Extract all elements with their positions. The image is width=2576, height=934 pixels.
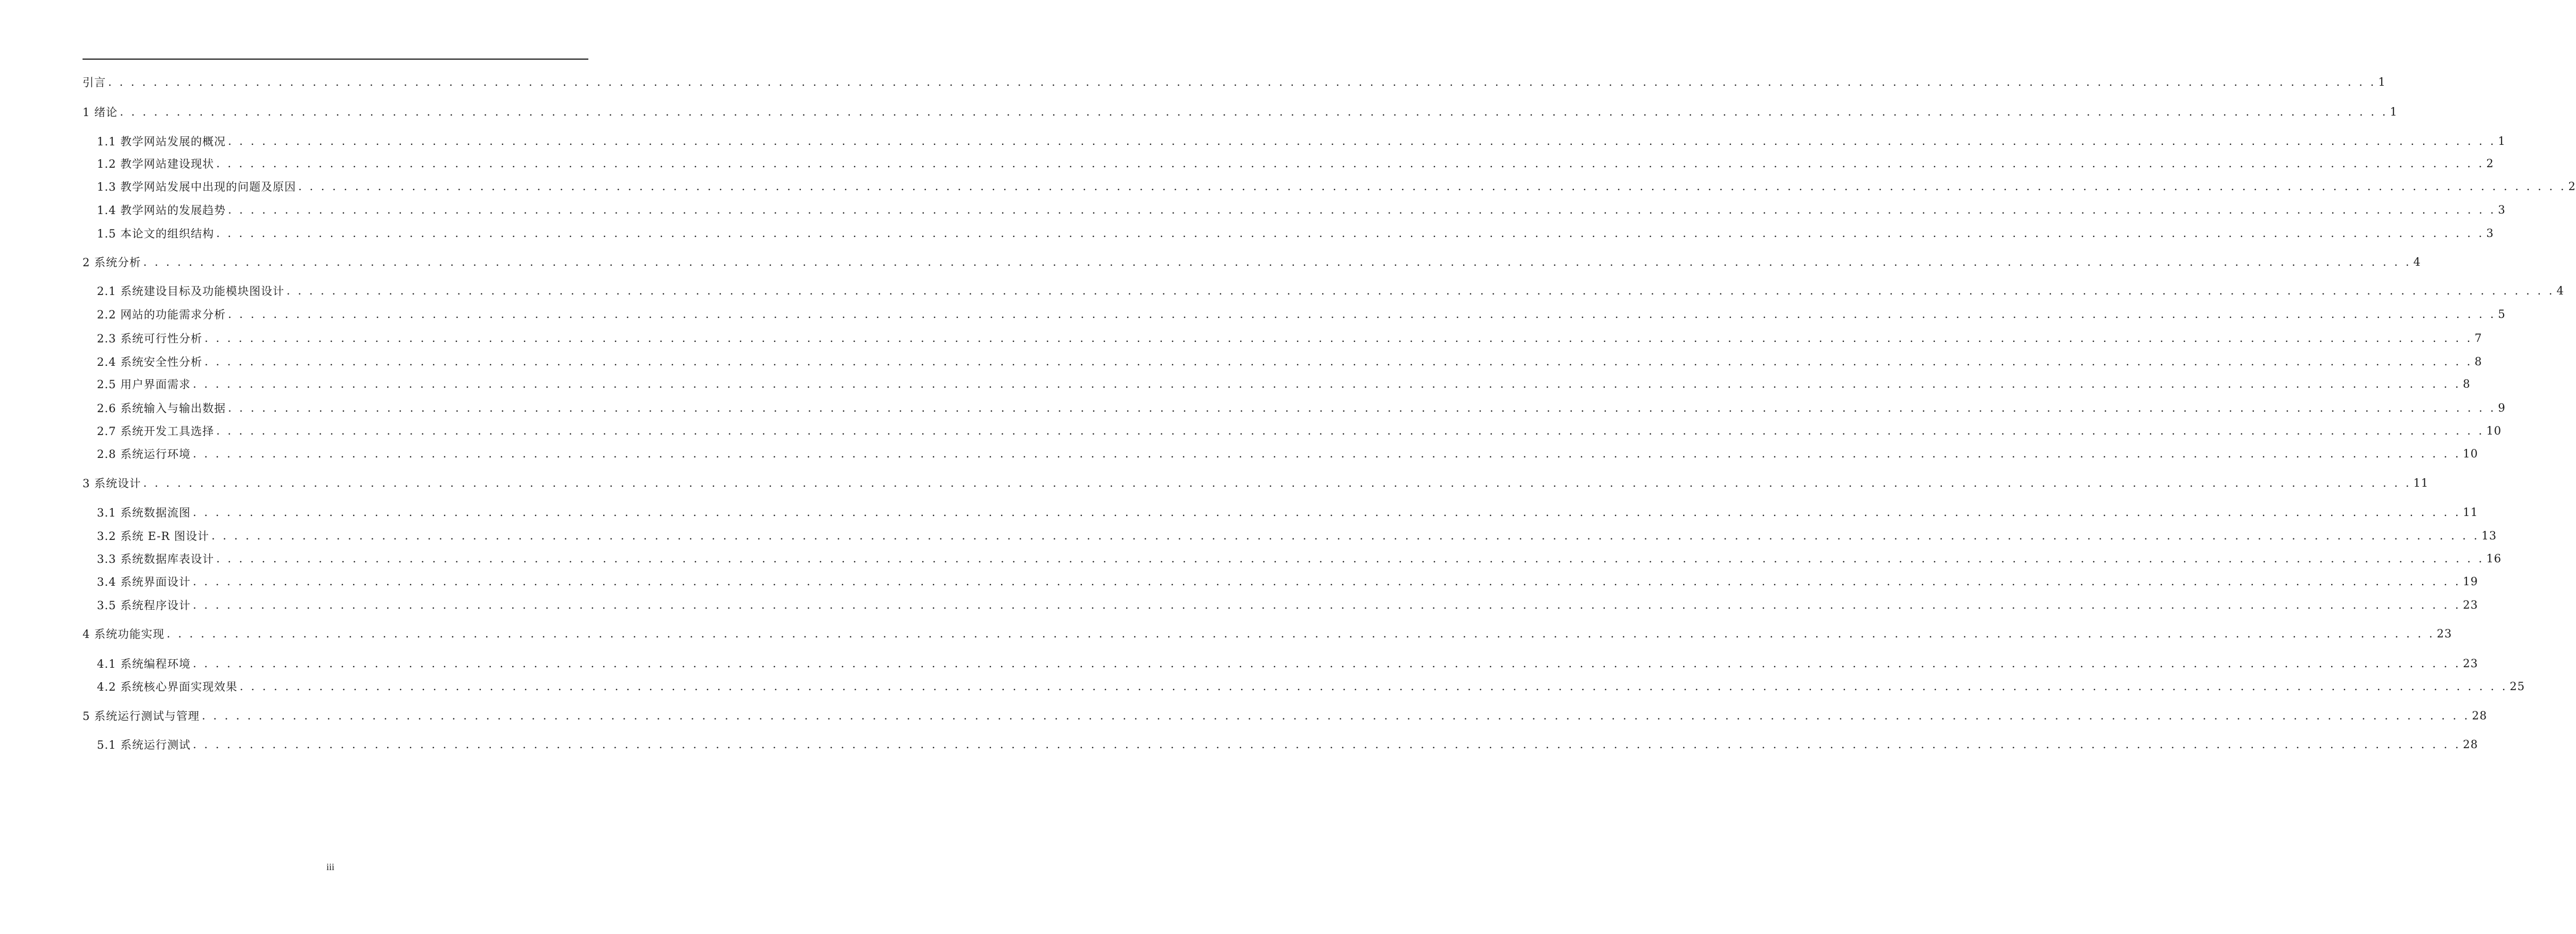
toc-entry-page: 10 xyxy=(2486,424,2502,437)
dot-leader: . . . . . . . . . . . . . . . . . . . . . . . . . . . . . . . . . . . . . . . . . . . . . . . . . . . . . . . . . . . . . . . . . . . . . . . . . . . . . . . . . . . . . . . . . . . . . . . . . . . . . . . . . . . . . . . . . . . . . . . . . . . . . . . . . . . . . . . . . . . . . . . . . . . . . . . . . . . . . . . . . . . . . . . . . . . . . . . . . . . . . . . . . . . . . . . . . . . . . . . . xyxy=(193,657,2461,670)
toc-entry-title: 2.6 系统输入与输出数据 xyxy=(97,402,226,415)
toc-entry[interactable] xyxy=(83,572,2479,591)
toc-entry-page: 8 xyxy=(2474,355,2482,368)
toc-entry-title: 5.1 系统运行测试 xyxy=(97,739,191,751)
toc-entry-title: 2.5 用户界面需求 xyxy=(97,378,191,391)
toc-entry-page: 11 xyxy=(2463,506,2479,519)
toc-entry-title: 2.4 系统安全性分析 xyxy=(97,356,203,368)
toc-entry[interactable] xyxy=(83,625,2452,643)
toc-entry[interactable] xyxy=(83,596,2479,614)
toc-entry-page: 2 xyxy=(2568,180,2576,193)
toc-entry-page: 16 xyxy=(2486,552,2502,565)
toc-entry[interactable] xyxy=(83,154,2494,173)
toc-entry-page: 7 xyxy=(2474,332,2482,345)
toc-entry-page: 23 xyxy=(2463,657,2479,670)
toc-entry[interactable] xyxy=(83,305,2506,323)
toc-entry-page: 28 xyxy=(2472,709,2488,722)
toc-entry-page: 1 xyxy=(2498,135,2506,148)
toc-entry[interactable] xyxy=(83,707,2488,725)
toc-entry[interactable] xyxy=(83,103,2398,121)
page-number: iii xyxy=(326,862,334,872)
toc-entry[interactable] xyxy=(83,503,2479,521)
toc-entry-title: 4.2 系统核心界面实现效果 xyxy=(97,681,238,693)
toc-entry-title: 2 系统分析 xyxy=(83,256,142,269)
toc-entry-page: 1 xyxy=(2390,105,2398,118)
toc-entry[interactable] xyxy=(83,735,2479,753)
toc-entry-page: 8 xyxy=(2463,378,2471,390)
dot-leader: . . . . . . . . . . . . . . . . . . . . . . . . . . . . . . . . . . . . . . . . . . . . . . . . . . . . . . . . . . . . . . . . . . . . . . . . . . . . . . . . . . . . . . . . . . . . . . . . . . . . . . . . . . . . . . . . . . . . . . . . . . . . . . . . . . . . . . . . . . . . . . . . . . . . . . . . . . . . . . . . . . . . . . . . . . . . . . . . . . . . . . . . . . . . . . . . . . . . . . . . xyxy=(216,157,2484,170)
toc-entry-page: 4 xyxy=(2556,284,2564,297)
toc-entry[interactable] xyxy=(83,474,2429,492)
toc-entry-title: 1.3 教学网站发展中出现的问题及原因 xyxy=(97,181,297,193)
dot-leader: . . . . . . . . . . . . . . . . . . . . . . . . . . . . . . . . . . . . . . . . . . . . . . . . . . . . . . . . . . . . . . . . . . . . . . . . . . . . . . . . . . . . . . . . . . . . . . . . . . . . . . . . . . . . . . . . . . . . . . . . . . . . . . . . . . . . . . . . . . . . . . . . . . . . . . . . . . . . . . . . . . . . . . . . . . . . . . . . . . . . . . . . . . . . . . . . . . . . . . . . xyxy=(298,180,2566,193)
dot-leader: . . . . . . . . . . . . . . . . . . . . . . . . . . . . . . . . . . . . . . . . . . . . . . . . . . . . . . . . . . . . . . . . . . . . . . . . . . . . . . . . . . . . . . . . . . . . . . . . . . . . . . . . . . . . . . . . . . . . . . . . . . . . . . . . . . . . . . . . . . . . . . . . . . . . . . . . . . . . . . . . . . . . . . . . . . . . . . . . . . . . . . . . . . . . . . . . . . . . . . . . xyxy=(108,76,2376,88)
toc-entry[interactable] xyxy=(83,399,2506,417)
toc-entry-page: 11 xyxy=(2413,477,2429,489)
dot-leader: . . . . . . . . . . . . . . . . . . . . . . . . . . . . . . . . . . . . . . . . . . . . . . . . . . . . . . . . . . . . . . . . . . . . . . . . . . . . . . . . . . . . . . . . . . . . . . . . . . . . . . . . . . . . . . . . . . . . . . . . . . . . . . . . . . . . . . . . . . . . . . . . . . . . . . . . . . . . . . . . . . . . . . . . . . . . . . . . . . . . . . . . . . . . . . . . . . . . . . . . xyxy=(167,627,2435,640)
toc-entry-title: 3.1 系统数据流图 xyxy=(97,506,191,519)
toc-entry-title: 2.7 系统开发工具选择 xyxy=(97,425,215,438)
toc-entry-page: 13 xyxy=(2481,529,2497,542)
toc-entry[interactable] xyxy=(83,329,2482,347)
dot-leader: . . . . . . . . . . . . . . . . . . . . . . . . . . . . . . . . . . . . . . . . . . . . . . . . . . . . . . . . . . . . . . . . . . . . . . . . . . . . . . . . . . . . . . . . . . . . . . . . . . . . . . . . . . . . . . . . . . . . . . . . . . . . . . . . . . . . . . . . . . . . . . . . . . . . . . . . . . . . . . . . . . . . . . . . . . . . . . . . . . . . . . . . . . . . . . . . . . . . . . . . xyxy=(143,477,2411,489)
toc-entry-page: 2 xyxy=(2486,157,2494,170)
toc-entry[interactable] xyxy=(83,201,2506,219)
toc-entry-page: 10 xyxy=(2463,447,2479,460)
dot-leader: . . . . . . . . . . . . . . . . . . . . . . . . . . . . . . . . . . . . . . . . . . . . . . . . . . . . . . . . . . . . . . . . . . . . . . . . . . . . . . . . . . . . . . . . . . . . . . . . . . . . . . . . . . . . . . . . . . . . . . . . . . . . . . . . . . . . . . . . . . . . . . . . . . . . . . . . . . . . . . . . . . . . . . . . . . . . . . . . . . . . . . . . . . . . . . . . . . . . . . . . xyxy=(193,599,2461,611)
toc-entry[interactable] xyxy=(83,282,2564,300)
toc-entry-title: 2.3 系统可行性分析 xyxy=(97,332,203,345)
dot-leader: . . . . . . . . . . . . . . . . . . . . . . . . . . . . . . . . . . . . . . . . . . . . . . . . . . . . . . . . . . . . . . . . . . . . . . . . . . . . . . . . . . . . . . . . . . . . . . . . . . . . . . . . . . . . . . . . . . . . . . . . . . . . . . . . . . . . . . . . . . . . . . . . . . . . . . . . . . . . . . . . . . . . . . . . . . . . . . . . . . . . . . . . . . . . . . . . . . . . . . . . xyxy=(228,135,2496,148)
toc-entry-title: 1.1 教学网站发展的概况 xyxy=(97,135,226,148)
toc-entry-title: 引言 xyxy=(83,76,106,89)
toc-entry-page: 23 xyxy=(2436,627,2452,640)
toc-entry-page: 19 xyxy=(2463,575,2479,588)
toc-entry-title: 2.8 系统运行环境 xyxy=(97,448,191,461)
toc-entry-title: 3.3 系统数据库表设计 xyxy=(97,553,215,566)
toc-entry[interactable] xyxy=(83,224,2494,242)
dot-leader: . . . . . . . . . . . . . . . . . . . . . . . . . . . . . . . . . . . . . . . . . . . . . . . . . . . . . . . . . . . . . . . . . . . . . . . . . . . . . . . . . . . . . . . . . . . . . . . . . . . . . . . . . . . . . . . . . . . . . . . . . . . . . . . . . . . . . . . . . . . . . . . . . . . . . . . . . . . . . . . . . . . . . . . . . . . . . . . . . . . . . . . . . . . . . . . . . . . . . . . . xyxy=(193,738,2461,751)
dot-leader: . . . . . . . . . . . . . . . . . . . . . . . . . . . . . . . . . . . . . . . . . . . . . . . . . . . . . . . . . . . . . . . . . . . . . . . . . . . . . . . . . . . . . . . . . . . . . . . . . . . . . . . . . . . . . . . . . . . . . . . . . . . . . . . . . . . . . . . . . . . . . . . . . . . . . . . . . . . . . . . . . . . . . . . . . . . . . . . . . . . . . . . . . . . . . . . . . . . . . . . . xyxy=(193,447,2461,460)
toc-entry-title: 4 系统功能实现 xyxy=(83,628,165,641)
dot-leader: . . . . . . . . . . . . . . . . . . . . . . . . . . . . . . . . . . . . . . . . . . . . . . . . . . . . . . . . . . . . . . . . . . . . . . . . . . . . . . . . . . . . . . . . . . . . . . . . . . . . . . . . . . . . . . . . . . . . . . . . . . . . . . . . . . . . . . . . . . . . . . . . . . . . . . . . . . . . . . . . . . . . . . . . . . . . . . . . . . . . . . . . . . . . . . . . . . . . . . . . xyxy=(228,402,2496,414)
dot-leader: . . . . . . . . . . . . . . . . . . . . . . . . . . . . . . . . . . . . . . . . . . . . . . . . . . . . . . . . . . . . . . . . . . . . . . . . . . . . . . . . . . . . . . . . . . . . . . . . . . . . . . . . . . . . . . . . . . . . . . . . . . . . . . . . . . . . . . . . . . . . . . . . . . . . . . . . . . . . . . . . . . . . . . . . . . . . . . . . . . . . . . . . . . . . . . . . . . . . . . . . xyxy=(193,378,2461,390)
toc-entry[interactable] xyxy=(83,550,2502,568)
dot-leader: . . . . . . . . . . . . . . . . . . . . . . . . . . . . . . . . . . . . . . . . . . . . . . . . . . . . . . . . . . . . . . . . . . . . . . . . . . . . . . . . . . . . . . . . . . . . . . . . . . . . . . . . . . . . . . . . . . . . . . . . . . . . . . . . . . . . . . . . . . . . . . . . . . . . . . . . . . . . . . . . . . . . . . . . . . . . . . . . . . . . . . . . . . . . . . . . . . . . . . . . xyxy=(286,284,2555,297)
toc-entry-title: 3.4 系统界面设计 xyxy=(97,576,191,588)
dot-leader: . . . . . . . . . . . . . . . . . . . . . . . . . . . . . . . . . . . . . . . . . . . . . . . . . . . . . . . . . . . . . . . . . . . . . . . . . . . . . . . . . . . . . . . . . . . . . . . . . . . . . . . . . . . . . . . . . . . . . . . . . . . . . . . . . . . . . . . . . . . . . . . . . . . . . . . . . . . . . . . . . . . . . . . . . . . . . . . . . . . . . . . . . . . . . . . . . . . . . . . . xyxy=(202,709,2470,722)
toc-entry-title: 1 绪论 xyxy=(83,106,118,119)
toc-entry-page: 3 xyxy=(2486,227,2494,240)
toc-entry-title: 1.5 本论文的组织结构 xyxy=(97,227,215,240)
toc-entry[interactable] xyxy=(83,375,2471,393)
dot-leader: . . . . . . . . . . . . . . . . . . . . . . . . . . . . . . . . . . . . . . . . . . . . . . . . . . . . . . . . . . . . . . . . . . . . . . . . . . . . . . . . . . . . . . . . . . . . . . . . . . . . . . . . . . . . . . . . . . . . . . . . . . . . . . . . . . . . . . . . . . . . . . . . . . . . . . . . . . . . . . . . . . . . . . . . . . . . . . . . . . . . . . . . . . . . . . . . . . . . . . . . xyxy=(193,506,2461,519)
toc-entry-page: 28 xyxy=(2463,738,2479,751)
toc-entry-title: 5 系统运行测试与管理 xyxy=(83,710,200,723)
toc-entry-page: 4 xyxy=(2413,256,2421,268)
toc-entry-page: 9 xyxy=(2498,402,2506,414)
dot-leader: . . . . . . . . . . . . . . . . . . . . . . . . . . . . . . . . . . . . . . . . . . . . . . . . . . . . . . . . . . . . . . . . . . . . . . . . . . . . . . . . . . . . . . . . . . . . . . . . . . . . . . . . . . . . . . . . . . . . . . . . . . . . . . . . . . . . . . . . . . . . . . . . . . . . . . . . . . . . . . . . . . . . . . . . . . . . . . . . . . . . . . . . . . . . . . . . . . . . . . . . xyxy=(240,680,2508,693)
toc-entry-page: 1 xyxy=(2378,76,2386,88)
toc-entry-title: 3 系统设计 xyxy=(83,477,142,490)
toc-entry-title: 3.5 系统程序设计 xyxy=(97,599,191,612)
toc-entry[interactable] xyxy=(83,353,2482,371)
dot-leader: . . . . . . . . . . . . . . . . . . . . . . . . . . . . . . . . . . . . . . . . . . . . . . . . . . . . . . . . . . . . . . . . . . . . . . . . . . . . . . . . . . . . . . . . . . . . . . . . . . . . . . . . . . . . . . . . . . . . . . . . . . . . . . . . . . . . . . . . . . . . . . . . . . . . . . . . . . . . . . . . . . . . . . . . . . . . . . . . . . . . . . . . . . . . . . . . . . . . . . . . xyxy=(204,332,2473,345)
toc-entry-page: 3 xyxy=(2498,203,2506,216)
toc-entry-page: 23 xyxy=(2463,599,2479,611)
toc-entry[interactable] xyxy=(83,253,2421,271)
dot-leader: . . . . . . . . . . . . . . . . . . . . . . . . . . . . . . . . . . . . . . . . . . . . . . . . . . . . . . . . . . . . . . . . . . . . . . . . . . . . . . . . . . . . . . . . . . . . . . . . . . . . . . . . . . . . . . . . . . . . . . . . . . . . . . . . . . . . . . . . . . . . . . . . . . . . . . . . . . . . . . . . . . . . . . . . . . . . . . . . . . . . . . . . . . . . . . . . . . . . . . . . xyxy=(143,256,2411,268)
toc-entry-title: 2.2 网站的功能需求分析 xyxy=(97,308,226,321)
toc-entry-page: 25 xyxy=(2509,680,2525,693)
toc-entry[interactable] xyxy=(83,654,2479,673)
toc-entry[interactable] xyxy=(83,132,2506,150)
toc-entry[interactable] xyxy=(83,422,2502,440)
toc-entry-title: 4.1 系统编程环境 xyxy=(97,658,191,670)
dot-leader: . . . . . . . . . . . . . . . . . . . . . . . . . . . . . . . . . . . . . . . . . . . . . . . . . . . . . . . . . . . . . . . . . . . . . . . . . . . . . . . . . . . . . . . . . . . . . . . . . . . . . . . . . . . . . . . . . . . . . . . . . . . . . . . . . . . . . . . . . . . . . . . . . . . . . . . . . . . . . . . . . . . . . . . . . . . . . . . . . . . . . . . . . . . . . . . . . . . . . . . . xyxy=(216,552,2484,565)
toc-entry[interactable] xyxy=(83,73,2386,91)
toc-entry[interactable] xyxy=(83,677,2525,695)
dot-leader: . . . . . . . . . . . . . . . . . . . . . . . . . . . . . . . . . . . . . . . . . . . . . . . . . . . . . . . . . . . . . . . . . . . . . . . . . . . . . . . . . . . . . . . . . . . . . . . . . . . . . . . . . . . . . . . . . . . . . . . . . . . . . . . . . . . . . . . . . . . . . . . . . . . . . . . . . . . . . . . . . . . . . . . . . . . . . . . . . . . . . . . . . . . . . . . . . . . . . . . . xyxy=(193,575,2461,588)
dot-leader: . . . . . . . . . . . . . . . . . . . . . . . . . . . . . . . . . . . . . . . . . . . . . . . . . . . . . . . . . . . . . . . . . . . . . . . . . . . . . . . . . . . . . . . . . . . . . . . . . . . . . . . . . . . . . . . . . . . . . . . . . . . . . . . . . . . . . . . . . . . . . . . . . . . . . . . . . . . . . . . . . . . . . . . . . . . . . . . . . . . . . . . . . . . . . . . . . . . . . . . . xyxy=(120,105,2388,118)
dot-leader: . . . . . . . . . . . . . . . . . . . . . . . . . . . . . . . . . . . . . . . . . . . . . . . . . . . . . . . . . . . . . . . . . . . . . . . . . . . . . . . . . . . . . . . . . . . . . . . . . . . . . . . . . . . . . . . . . . . . . . . . . . . . . . . . . . . . . . . . . . . . . . . . . . . . . . . . . . . . . . . . . . . . . . . . . . . . . . . . . . . . . . . . . . . . . . . . . . . . . . . . xyxy=(211,529,2480,542)
toc-entry-title: 2.1 系统建设目标及功能模块图设计 xyxy=(97,285,285,298)
dot-leader: . . . . . . . . . . . . . . . . . . . . . . . . . . . . . . . . . . . . . . . . . . . . . . . . . . . . . . . . . . . . . . . . . . . . . . . . . . . . . . . . . . . . . . . . . . . . . . . . . . . . . . . . . . . . . . . . . . . . . . . . . . . . . . . . . . . . . . . . . . . . . . . . . . . . . . . . . . . . . . . . . . . . . . . . . . . . . . . . . . . . . . . . . . . . . . . . . . . . . . . . xyxy=(216,227,2484,240)
toc-entry-title: 1.2 教学网站建设现状 xyxy=(97,158,215,170)
toc-entry[interactable] xyxy=(83,445,2479,463)
dot-leader: . . . . . . . . . . . . . . . . . . . . . . . . . . . . . . . . . . . . . . . . . . . . . . . . . . . . . . . . . . . . . . . . . . . . . . . . . . . . . . . . . . . . . . . . . . . . . . . . . . . . . . . . . . . . . . . . . . . . . . . . . . . . . . . . . . . . . . . . . . . . . . . . . . . . . . . . . . . . . . . . . . . . . . . . . . . . . . . . . . . . . . . . . . . . . . . . . . . . . . . . xyxy=(216,424,2484,437)
dot-leader: . . . . . . . . . . . . . . . . . . . . . . . . . . . . . . . . . . . . . . . . . . . . . . . . . . . . . . . . . . . . . . . . . . . . . . . . . . . . . . . . . . . . . . . . . . . . . . . . . . . . . . . . . . . . . . . . . . . . . . . . . . . . . . . . . . . . . . . . . . . . . . . . . . . . . . . . . . . . . . . . . . . . . . . . . . . . . . . . . . . . . . . . . . . . . . . . . . . . . . . . xyxy=(204,355,2473,368)
table-of-contents xyxy=(83,0,2576,934)
toc-entry[interactable] xyxy=(83,527,2497,545)
dot-leader: . . . . . . . . . . . . . . . . . . . . . . . . . . . . . . . . . . . . . . . . . . . . . . . . . . . . . . . . . . . . . . . . . . . . . . . . . . . . . . . . . . . . . . . . . . . . . . . . . . . . . . . . . . . . . . . . . . . . . . . . . . . . . . . . . . . . . . . . . . . . . . . . . . . . . . . . . . . . . . . . . . . . . . . . . . . . . . . . . . . . . . . . . . . . . . . . . . . . . . . . xyxy=(228,203,2496,216)
toc-entry[interactable] xyxy=(83,177,2576,195)
toc-entry-title: 1.4 教学网站的发展趋势 xyxy=(97,204,226,217)
toc-entry-page: 5 xyxy=(2498,308,2506,321)
toc-entry-title: 3.2 系统 E-R 图设计 xyxy=(97,530,210,543)
dot-leader: . . . . . . . . . . . . . . . . . . . . . . . . . . . . . . . . . . . . . . . . . . . . . . . . . . . . . . . . . . . . . . . . . . . . . . . . . . . . . . . . . . . . . . . . . . . . . . . . . . . . . . . . . . . . . . . . . . . . . . . . . . . . . . . . . . . . . . . . . . . . . . . . . . . . . . . . . . . . . . . . . . . . . . . . . . . . . . . . . . . . . . . . . . . . . . . . . . . . . . . . xyxy=(228,308,2496,321)
